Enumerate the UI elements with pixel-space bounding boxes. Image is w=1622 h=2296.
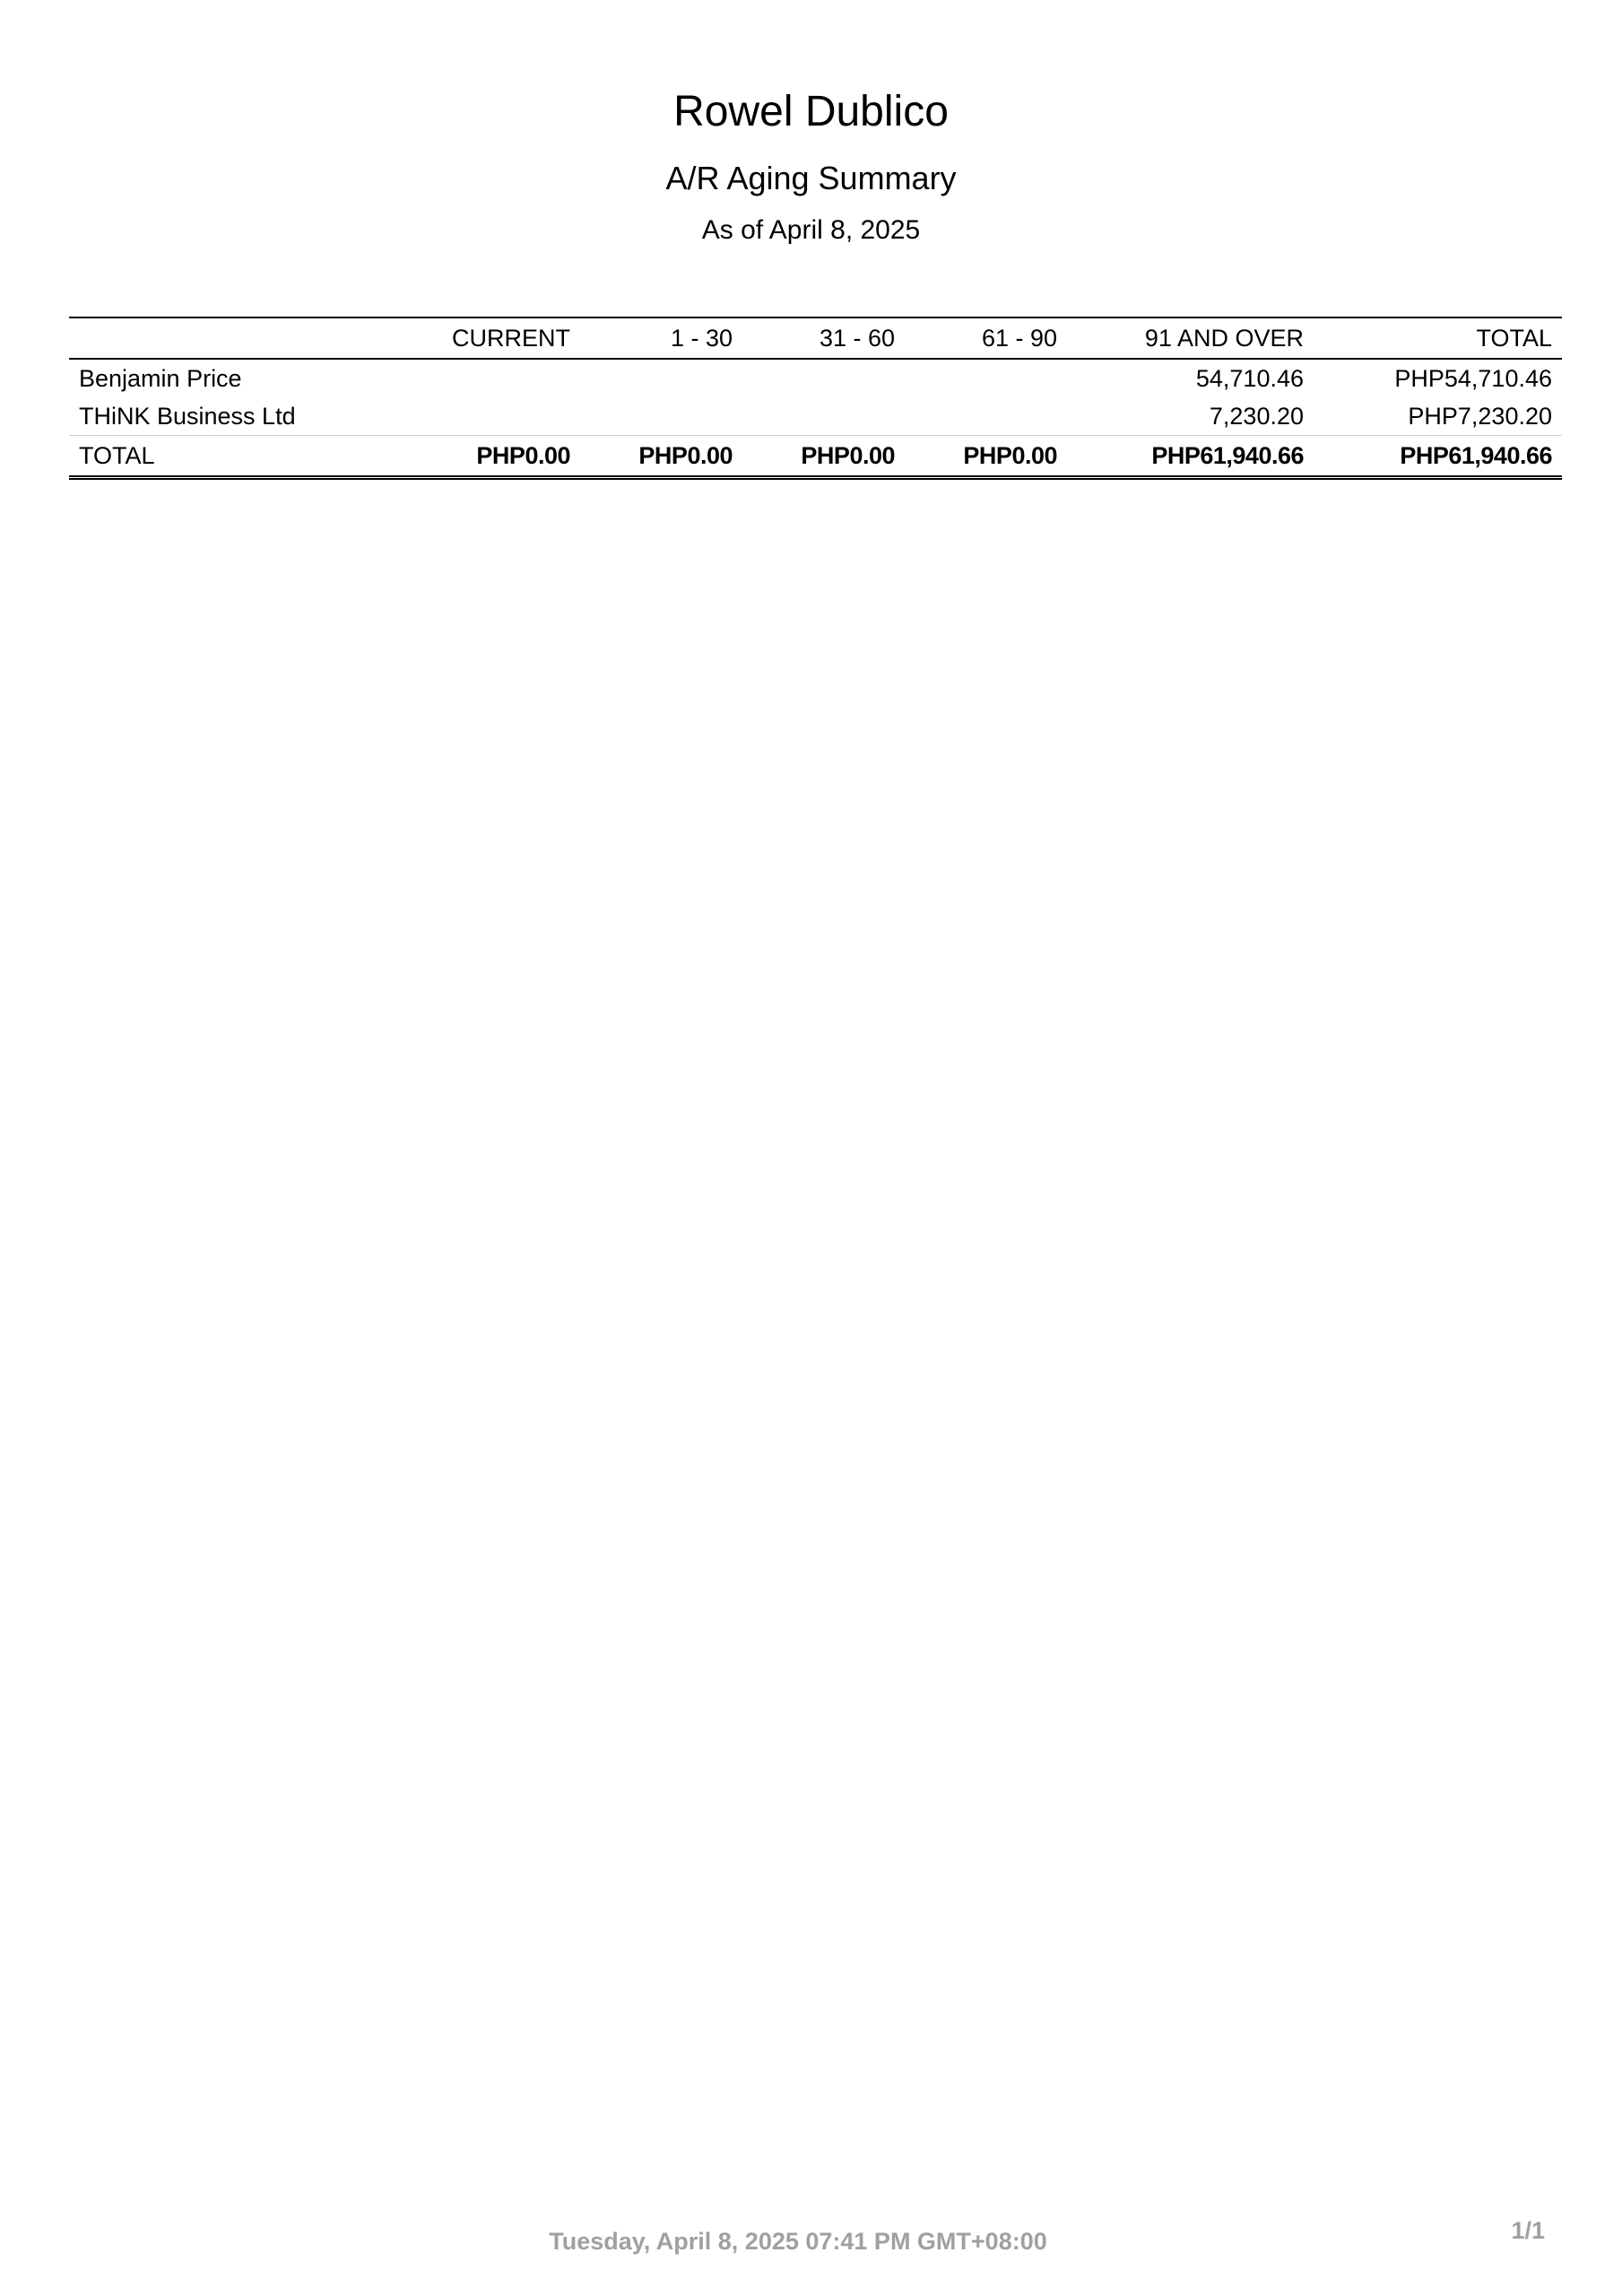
customer-name[interactable]: Benjamin Price [79,365,242,392]
column-header-name [69,317,423,359]
aging-table-container [69,317,1562,480]
column-header-current: CURRENT [452,325,570,352]
customer-name[interactable]: THiNK Business Ltd [79,403,296,430]
column-header-91-and-over: 91 AND OVER [1144,325,1304,352]
totals-label: TOTAL [79,442,155,469]
report-date: As of April 8, 2025 [701,215,921,245]
cell-1-30 [580,397,742,436]
report-timestamp: Tuesday, April 8, 2025 07:41 PM GMT+08:00 [549,2228,1047,2255]
cell-31-60 [742,359,905,397]
total-61-90[interactable]: PHP0.00 [963,442,1057,469]
cell-31-60 [742,397,905,436]
total-91-and-over[interactable]: PHP61,940.66 [1151,442,1304,469]
report-title: A/R Aging Summary [665,160,957,196]
cell-total[interactable]: PHP54,710.46 [1394,365,1552,392]
cell-1-30 [580,359,742,397]
page-number: 1/1 [1511,2217,1545,2244]
column-header-31-60: 31 - 60 [819,325,895,352]
cell-91-and-over[interactable]: 54,710.46 [1195,365,1304,392]
total-31-60[interactable]: PHP0.00 [801,442,895,469]
total-current[interactable]: PHP0.00 [476,442,570,469]
column-header-61-90: 61 - 90 [981,325,1057,352]
cell-current [423,359,580,397]
cell-91-and-over[interactable]: 7,230.20 [1209,403,1304,430]
totals-row [69,436,1562,478]
table-header-row [69,317,1562,359]
cell-61-90 [905,359,1067,397]
table-row [69,359,1562,397]
total-1-30[interactable]: PHP0.00 [638,442,733,469]
cell-current [423,397,580,436]
aging-summary-table [69,317,1562,480]
cell-total[interactable]: PHP7,230.20 [1408,403,1552,430]
column-header-total: TOTAL [1476,325,1552,352]
cell-61-90 [905,397,1067,436]
column-header-1-30: 1 - 30 [670,325,733,352]
company-name: Rowel Dublico [673,88,949,135]
table-row [69,397,1562,436]
grand-total[interactable]: PHP61,940.66 [1400,442,1552,469]
